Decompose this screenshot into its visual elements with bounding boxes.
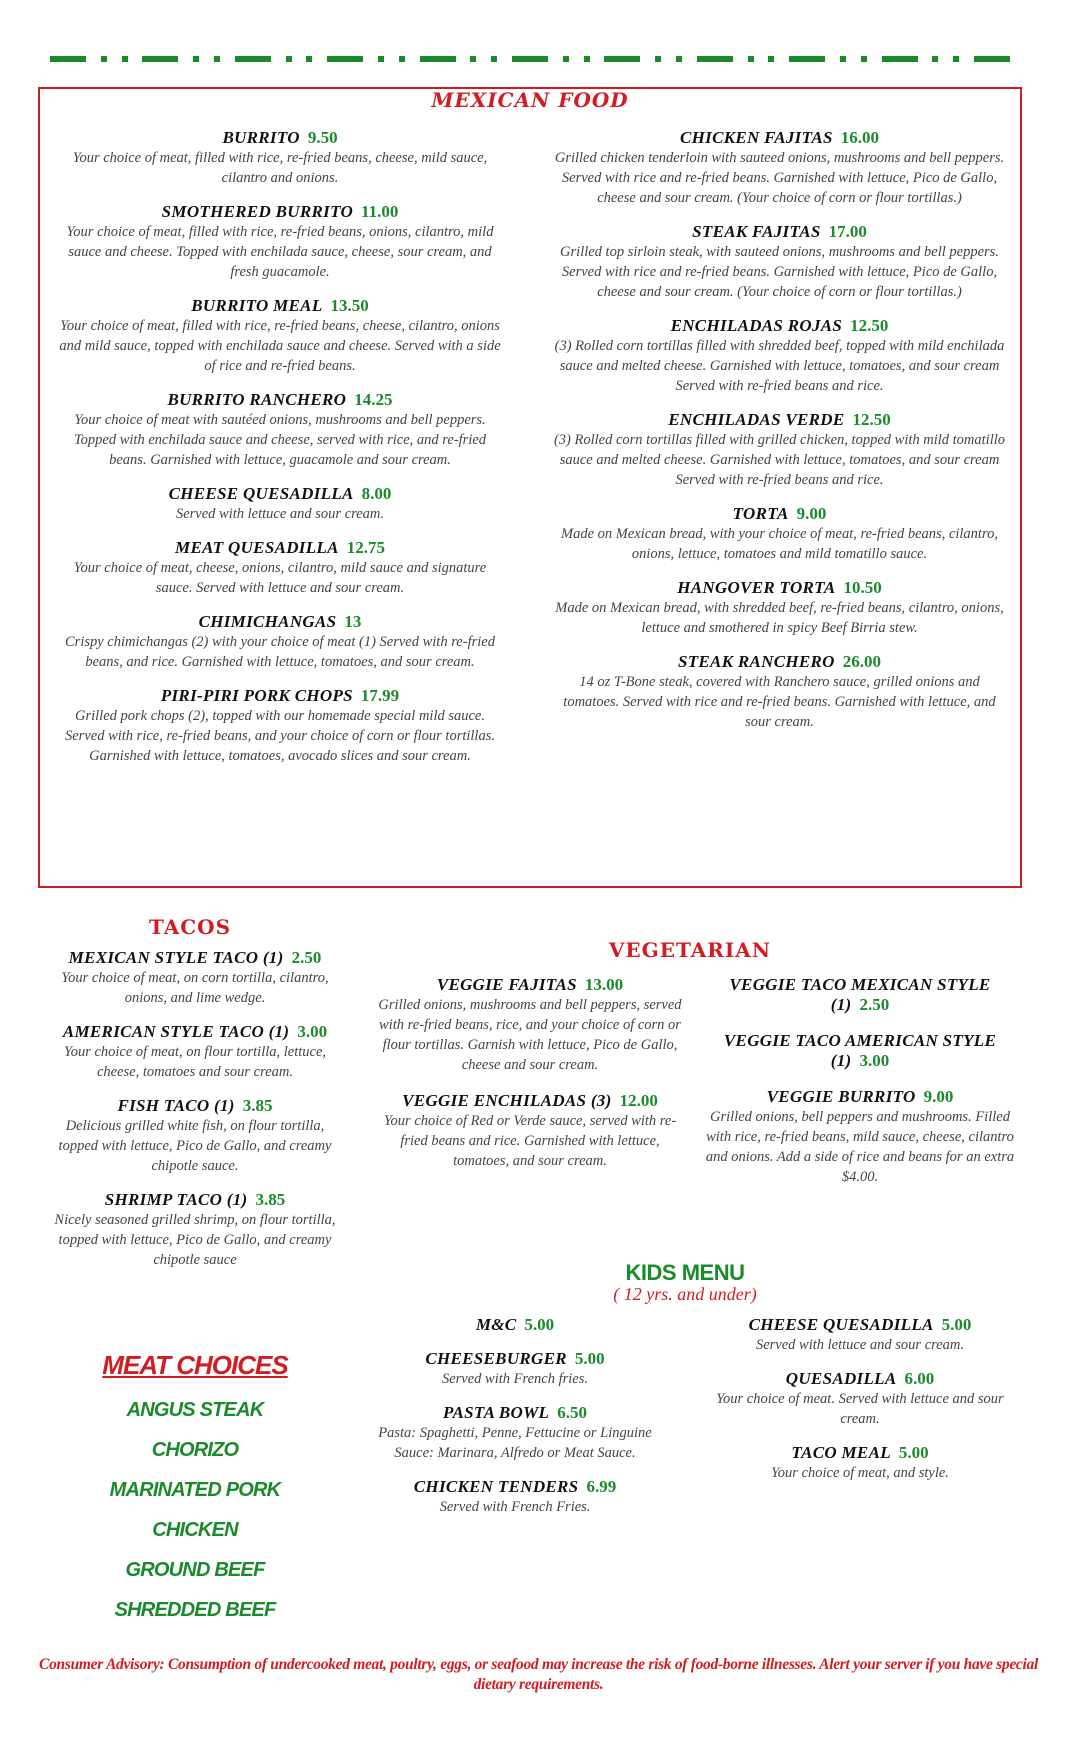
menu-item-description: Made on Mexican bread, with your choice of meat, re-fried beans, cilantro, onions, lettuce, tomatoes and mild tomatillo sauce. (561, 526, 998, 562)
menu-item-description: Your choice of meat, filled with rice, re-fried beans, onions, cilantro, mild sauce and cheese. Topped with enchilada sauce, cheese, sour cream, and fresh guacamole. (66, 224, 494, 280)
menu-item (552, 652, 1007, 732)
menu-item-title (715, 1369, 1005, 1389)
kids-menu-heading: KIDS MENU (625, 1260, 745, 1285)
vegetarian-left-column (375, 975, 685, 1187)
menu-item-title (715, 1443, 1005, 1463)
menu-item (55, 686, 505, 766)
menu-item (50, 1190, 340, 1270)
menu-item-price: 8.00 (361, 484, 392, 503)
menu-item-description: Your choice of meat with sautéed onions, mushrooms and bell peppers. Topped with enchilada sauce and cheese, served with rice, and re-fried beans. Garnished with lettuce, guacamole and sour cream. (73, 412, 487, 468)
menu-item-description: Grilled onions, bell peppers and mushrooms. Filled with rice, re-fried beans, mild sauce, cheese, cilantro and onions. Add a side of rice and beans for an extra $4.00. (705, 1109, 1015, 1185)
menu-item-name: CHEESEBURGER (425, 1349, 567, 1368)
menu-item-name: VEGGIE ENCHILADAS (3) (402, 1091, 612, 1110)
menu-item-title (55, 296, 505, 316)
menu-item (375, 1091, 685, 1171)
dash-segment (142, 56, 178, 62)
menu-item (705, 975, 1015, 1015)
menu-item-price: 3.00 (297, 1022, 328, 1041)
menu-item-price: 9.50 (307, 128, 338, 147)
menu-item-price: 2.50 (291, 948, 322, 967)
menu-item-name: PASTA BOWL (443, 1403, 550, 1422)
menu-item-title (55, 612, 505, 632)
menu-item-price: 6.99 (586, 1477, 617, 1496)
menu-item-title (50, 1022, 340, 1042)
menu-item-price: 5.00 (941, 1315, 972, 1334)
menu-item-price: 12.00 (619, 1091, 658, 1110)
dash-segment (420, 56, 456, 62)
dot-segment (953, 56, 959, 62)
menu-item-description: Sauce: Marinara, Alfredo or Meat Sauce. (394, 1445, 636, 1461)
menu-item-price: 14.25 (354, 390, 393, 409)
menu-item (55, 390, 505, 470)
menu-item-title (370, 1315, 660, 1335)
menu-item-description: Served with French fries. (441, 1371, 589, 1387)
menu-item (375, 975, 685, 1075)
menu-item-description: Your choice of meat, and style. (771, 1465, 949, 1481)
menu-item-name: MEAT QUESADILLA (175, 538, 339, 557)
menu-item-description: Grilled onions, mushrooms and bell peppers, served with re-fried beans, rice, and your choice of corn or flour tortillas. Garnish with lettuce, Pico de Gallo, cheese and sour cream. (378, 997, 682, 1073)
menu-item-price: 11.00 (361, 202, 399, 221)
menu-item-title (552, 316, 1007, 336)
menu-item-price: 2.50 (859, 995, 890, 1014)
menu-item (55, 484, 505, 524)
vegetarian-heading: VEGETARIAN (608, 938, 772, 962)
menu-item-description: Served with lettuce and sour cream. (755, 1337, 965, 1353)
menu-item-price: 13.00 (584, 975, 624, 994)
menu-item-description: Served with lettuce and sour cream. (175, 506, 385, 522)
menu-item (55, 612, 505, 672)
dot-segment (193, 56, 199, 62)
menu-item-price: 6.00 (904, 1369, 935, 1388)
kids-right-column (715, 1315, 1005, 1497)
menu-item-description: Your choice of meat, filled with rice, re-fried beans, cheese, cilantro, onions and mild sauce, topped with enchilada sauce and cheese. Served with a side of rice and re-fried beans. (59, 318, 501, 374)
menu-item-description: Your choice of meat, filled with rice, re-fried beans, cheese, mild sauce, cilantro and onions. (72, 150, 488, 186)
dash-segment (327, 56, 363, 62)
menu-item-description: Your choice of meat, cheese, onions, cilantro, mild sauce and signature sauce. Served with lettuce and sour cream. (73, 560, 487, 596)
menu-item-price: 17.00 (828, 222, 867, 241)
mexican-food-heading: MEXICAN FOOD (431, 88, 629, 112)
menu-item (370, 1349, 660, 1389)
menu-item-title (375, 1091, 685, 1111)
menu-item-description: 14 oz T-Bone steak, covered with Ranchero sauce, grilled onions and tomatoes. Served with rice and re-fried beans. Garnished with lettuce, and sour cream. (563, 674, 996, 730)
menu-item-name: FISH TACO (1) (117, 1096, 235, 1115)
menu-item-description: Your choice of meat, on flour tortilla, lettuce, cheese, tomatoes and sour cream. (63, 1044, 327, 1080)
mexican-left-column (55, 128, 505, 780)
kids-menu-subheading: ( 12 yrs. and under) (613, 1284, 757, 1304)
menu-item-name: MEXICAN STYLE TACO (1) (68, 948, 284, 967)
dash-segment (604, 56, 640, 62)
meat-choice-item: CHICKEN (152, 1519, 238, 1541)
menu-item-name: PIRI-PIRI PORK CHOPS (160, 686, 353, 705)
menu-item-name: M&C (475, 1315, 517, 1334)
menu-item-name: CHICKEN FAJITAS (680, 128, 833, 147)
menu-item (705, 1087, 1015, 1187)
menu-item-price: 5.00 (898, 1443, 929, 1462)
menu-item-title (370, 1477, 660, 1497)
menu-item-name: VEGGIE TACO MEXICAN STYLE (1) (729, 975, 991, 1014)
menu-item-description: Served with French Fries. (439, 1499, 591, 1515)
dot-segment (840, 56, 846, 62)
menu-item-description: Nicely seasoned grilled shrimp, on flour tortilla, topped with lettuce, Pico de Gallo, and creamy chipotle sauce (54, 1212, 336, 1268)
menu-item-title (50, 948, 340, 968)
dot-segment (286, 56, 292, 62)
menu-item (55, 296, 505, 376)
menu-item-title (705, 1087, 1015, 1107)
dash-segment (512, 56, 548, 62)
menu-item-title (552, 652, 1007, 672)
dot-segment (399, 56, 405, 62)
menu-item-name: STEAK RANCHERO (677, 652, 835, 671)
menu-item (55, 128, 505, 188)
menu-item-description: Delicious grilled white fish, on flour tortilla, topped with lettuce, Pico de Gallo, and creamy chipotle sauce. (58, 1118, 332, 1174)
menu-item-price: 3.85 (242, 1096, 273, 1115)
dot-segment (491, 56, 497, 62)
menu-item-title (375, 975, 685, 995)
dash-segment (974, 56, 1010, 62)
dash-segment (235, 56, 271, 62)
menu-item (715, 1443, 1005, 1483)
menu-item-title (55, 390, 505, 410)
menu-item-name: VEGGIE BURRITO (766, 1087, 916, 1106)
dot-segment (470, 56, 476, 62)
menu-item (370, 1315, 660, 1335)
dot-segment (378, 56, 384, 62)
dot-segment (861, 56, 867, 62)
menu-item-description: Grilled chicken tenderloin with sauteed onions, mushrooms and bell peppers. Served with rice and re-fried beans. Garnished with lettuce, Pico de Gallo, cheese and sour cream. (Your choice of corn or flour tortillas.) (554, 150, 1005, 206)
dot-segment (101, 56, 107, 62)
meat-choice-item: GROUND BEEF (125, 1559, 265, 1581)
menu-item (55, 538, 505, 598)
dash-segment (789, 56, 825, 62)
menu-item-price: 26.00 (842, 652, 882, 671)
menu-item (552, 504, 1007, 564)
menu-item-name: TORTA (732, 504, 789, 523)
menu-item-title (370, 1349, 660, 1369)
menu-item-name: SHRIMP TACO (1) (104, 1190, 248, 1209)
menu-item-name: VEGGIE FAJITAS (436, 975, 577, 994)
meat-choices-list (70, 1390, 320, 1630)
menu-item-description: Pasta: Spaghetti, Penne, Fettucine or Linguine (378, 1425, 652, 1441)
menu-item-name: TACO MEAL (791, 1443, 891, 1462)
menu-item-price: 12.50 (852, 410, 891, 429)
menu-item-title (55, 128, 505, 148)
menu-item-description: Grilled top sirloin steak, with sauteed onions, mushrooms and bell peppers. Served with rice and re-fried beans. Garnished with lettuce, Pico de Gallo, cheese and sour cream. (Your choice of corn or flour tortillas.) (560, 244, 999, 300)
kids-left-column (370, 1315, 660, 1531)
menu-item-title (705, 975, 1015, 1015)
menu-item-price: 9.00 (796, 504, 827, 523)
menu-item (370, 1403, 660, 1443)
dot-segment (214, 56, 220, 62)
tacos-column (50, 948, 340, 1284)
dot-segment (122, 56, 128, 62)
menu-item-title (715, 1315, 1005, 1335)
meat-choice-item: CHORIZO (151, 1439, 239, 1461)
dot-segment (676, 56, 682, 62)
menu-item-name: VEGGIE TACO AMERICAN STYLE (1) (723, 1031, 997, 1070)
menu-item-name: BURRITO MEAL (191, 296, 323, 315)
menu-item-name: ENCHILADAS ROJAS (670, 316, 843, 335)
menu-item-name: BURRITO RANCHERO (167, 390, 347, 409)
dash-segment (882, 56, 918, 62)
menu-item-description: (3) Rolled corn tortillas filled with grilled chicken, topped with mild tomatillo sauce and melted cheese. Garnished with lettuce, tomatoes, and sour cream Served with re-fried beans and rice. (553, 432, 1006, 488)
dot-segment (748, 56, 754, 62)
menu-item-title (55, 686, 505, 706)
menu-item (552, 410, 1007, 490)
menu-item (50, 948, 340, 1008)
menu-item-price: 17.99 (360, 686, 400, 705)
menu-item-name: SMOTHERED BURRITO (161, 202, 354, 221)
meat-choice-item: SHREDDED BEEF (114, 1599, 276, 1621)
menu-item-price: 9.00 (923, 1087, 954, 1106)
menu-item-price: 6.50 (557, 1403, 587, 1422)
mexican-right-column (552, 128, 1007, 746)
menu-item-title (55, 202, 505, 222)
dot-segment (932, 56, 938, 62)
meat-choices-heading: MEAT CHOICES (102, 1350, 288, 1380)
menu-item-name: QUESADILLA (785, 1369, 897, 1388)
menu-item-price: 3.00 (859, 1051, 890, 1070)
dot-segment (306, 56, 312, 62)
dash-segment (50, 56, 86, 62)
menu-item (552, 316, 1007, 396)
menu-item-title (50, 1096, 340, 1116)
dash-segment (697, 56, 733, 62)
tacos-heading: TACOS (148, 915, 232, 939)
dot-segment (768, 56, 774, 62)
menu-item-name: BURRITO (222, 128, 300, 147)
menu-item (370, 1477, 660, 1517)
menu-item-name: AMERICAN STYLE TACO (1) (62, 1022, 290, 1041)
menu-item (552, 128, 1007, 208)
menu-item-title (552, 410, 1007, 430)
menu-item (715, 1369, 1005, 1429)
menu-item-title (552, 222, 1007, 242)
menu-item-price: 13 (344, 612, 362, 631)
meat-choice-item: MARINATED PORK (109, 1479, 281, 1501)
menu-item-name: STEAK FAJITAS (692, 222, 821, 241)
menu-item-name: HANGOVER TORTA (677, 578, 836, 597)
menu-item-price: 10.50 (843, 578, 882, 597)
menu-item-price: 5.00 (574, 1349, 605, 1368)
menu-item (552, 578, 1007, 638)
vegetarian-right-column (705, 975, 1015, 1203)
menu-item-name: CHICKEN TENDERS (413, 1477, 579, 1496)
menu-item-title (370, 1403, 660, 1423)
menu-item (705, 1031, 1015, 1071)
menu-item-title (55, 484, 505, 504)
menu-item (552, 222, 1007, 302)
menu-item-title (50, 1190, 340, 1210)
menu-item-description: Grilled pork chops (2), topped with our homemade special mild sauce. Served with rice, re-fried beans, and your choice of corn or flour tortillas. Garnished with lettuce, tomatoes, avocado slices and sour cream. (65, 708, 495, 764)
dot-segment (655, 56, 661, 62)
menu-item (370, 1443, 660, 1463)
menu-item-name: CHIMICHANGAS (198, 612, 337, 631)
menu-item-price: 12.75 (346, 538, 385, 557)
menu-item (50, 1096, 340, 1176)
dot-segment (584, 56, 590, 62)
decorative-dash-line (50, 56, 1010, 62)
menu-item-price: 3.85 (255, 1190, 286, 1209)
menu-item-description: Crispy chimichangas (2) with your choice of meat (1) Served with re-fried beans, and rice. Garnished with lettuce, tomatoes, and sour cream. (65, 634, 495, 670)
meat-choice-item: ANGUS STEAK (126, 1399, 264, 1421)
dot-segment (563, 56, 569, 62)
menu-item-price: 13.50 (330, 296, 369, 315)
menu-item-price: 5.00 (524, 1315, 555, 1334)
menu-item (50, 1022, 340, 1082)
menu-item-name: ENCHILADAS VERDE (668, 410, 845, 429)
menu-item-description: Your choice of meat, on corn tortilla, cilantro, onions, and lime wedge. (61, 970, 329, 1006)
menu-item-title (552, 578, 1007, 598)
menu-item-name: CHEESE QUESADILLA (748, 1315, 934, 1334)
menu-item (715, 1315, 1005, 1355)
menu-item-description: Made on Mexican bread, with shredded beef, re-fried beans, cilantro, onions, lettuce and smothered in spicy Beef Birria stew. (555, 600, 1004, 636)
menu-item-name: CHEESE QUESADILLA (168, 484, 354, 503)
menu-item-title (705, 1031, 1015, 1071)
menu-item-title (552, 128, 1007, 148)
menu-item-title (55, 538, 505, 558)
menu-item (55, 202, 505, 282)
menu-item-description: Your choice of meat. Served with lettuce and sour cream. (716, 1391, 1004, 1427)
menu-item-price: 16.00 (840, 128, 879, 147)
menu-item-description: Your choice of Red or Verde sauce, served with re-fried beans and rice. Garnished with lettuce, tomatoes, and sour cream. (383, 1113, 677, 1169)
menu-item-description: (3) Rolled corn tortillas filled with shredded beef, topped with mild enchilada sauce and melted cheese. Garnished with lettuce, tomatoes, and sour cream Served with re-fried beans and rice. (554, 338, 1005, 394)
menu-item-price: 12.50 (850, 316, 889, 335)
menu-item-title (552, 504, 1007, 524)
consumer-advisory: Consumer Advisory: Consumption of undercooked meat, poultry, eggs, or seafood may increase the risk of food-borne illnesses. Alert your server if you have special dietary requirements. (39, 1656, 1038, 1693)
